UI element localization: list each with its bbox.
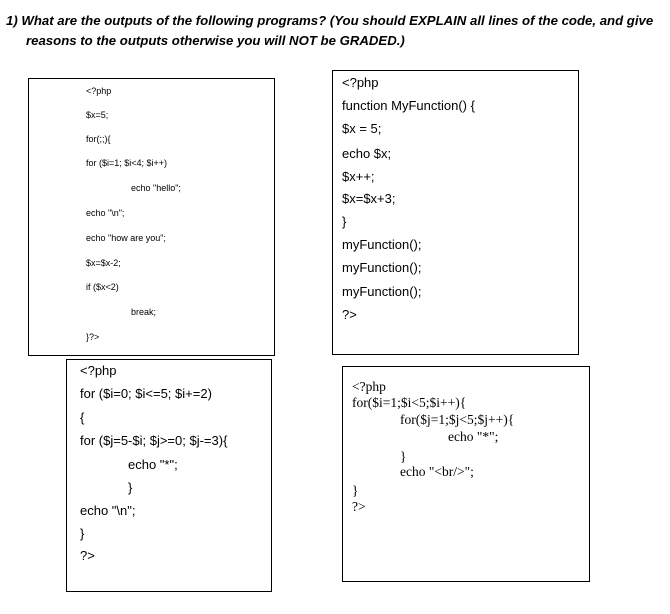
code-line: ?> xyxy=(352,499,366,514)
code-line: if ($x<2) xyxy=(86,282,119,292)
code-line: for(;;){ xyxy=(86,134,111,144)
code-line: <?php xyxy=(342,75,379,90)
code-line: }?> xyxy=(86,332,100,342)
code-line: echo "how are you"; xyxy=(86,233,166,243)
code-line: } xyxy=(128,480,133,495)
code-line: } xyxy=(80,526,85,541)
code-line: $x = 5; xyxy=(342,121,382,136)
code-line: for ($i=0; $i<=5; $i+=2) xyxy=(80,386,212,401)
code-line: for ($j=5-$i; $j>=0; $j-=3){ xyxy=(80,433,228,448)
code-line: echo "<br/>"; xyxy=(400,464,474,479)
code-line: for ($i=1; $i<4; $i++) xyxy=(86,158,168,168)
code-line: echo "hello"; xyxy=(131,183,181,193)
code-line: myFunction(); xyxy=(342,237,422,252)
code-line: ?> xyxy=(80,548,95,563)
code-line: function MyFunction() { xyxy=(342,98,475,113)
code-line: echo $x; xyxy=(342,146,392,161)
code-box-program-4 xyxy=(342,366,590,582)
code-line: myFunction(); xyxy=(342,260,422,275)
code-line: <?php xyxy=(352,379,386,394)
code-line: myFunction(); xyxy=(342,284,422,299)
code-line: for($i=1;$i<5;$i++){ xyxy=(352,395,467,410)
code-box-program-2 xyxy=(332,70,579,355)
code-line: } xyxy=(352,483,359,498)
code-line: echo "\n"; xyxy=(86,208,125,218)
code-line: } xyxy=(342,214,347,229)
question-text xyxy=(6,11,656,51)
code-line: $x=5; xyxy=(86,110,109,120)
code-line: for($j=1;$j<5;$j++){ xyxy=(400,412,515,427)
code-line: } xyxy=(400,449,407,464)
code-line: echo "*"; xyxy=(448,429,499,444)
question-line-2: reasons to the outputs otherwise you will NOT be GRADED.) xyxy=(26,33,405,48)
question-line-1: 1) What are the outputs of the following programs? (You should EXPLAIN all lines of the code, and give xyxy=(6,13,654,28)
code-line: <?php xyxy=(80,363,117,378)
code-box-program-1 xyxy=(28,78,275,356)
code-line: $x++; xyxy=(342,169,375,184)
code-line: echo "*"; xyxy=(128,457,178,472)
code-line: <?php xyxy=(86,86,112,96)
code-line: $x=$x-2; xyxy=(86,258,121,268)
code-line: break; xyxy=(131,307,157,317)
code-box-program-3 xyxy=(66,359,272,592)
code-line: ?> xyxy=(342,307,357,322)
code-line: echo "\n"; xyxy=(80,503,136,518)
code-line: { xyxy=(80,410,85,425)
code-line: $x=$x+3; xyxy=(342,191,396,206)
